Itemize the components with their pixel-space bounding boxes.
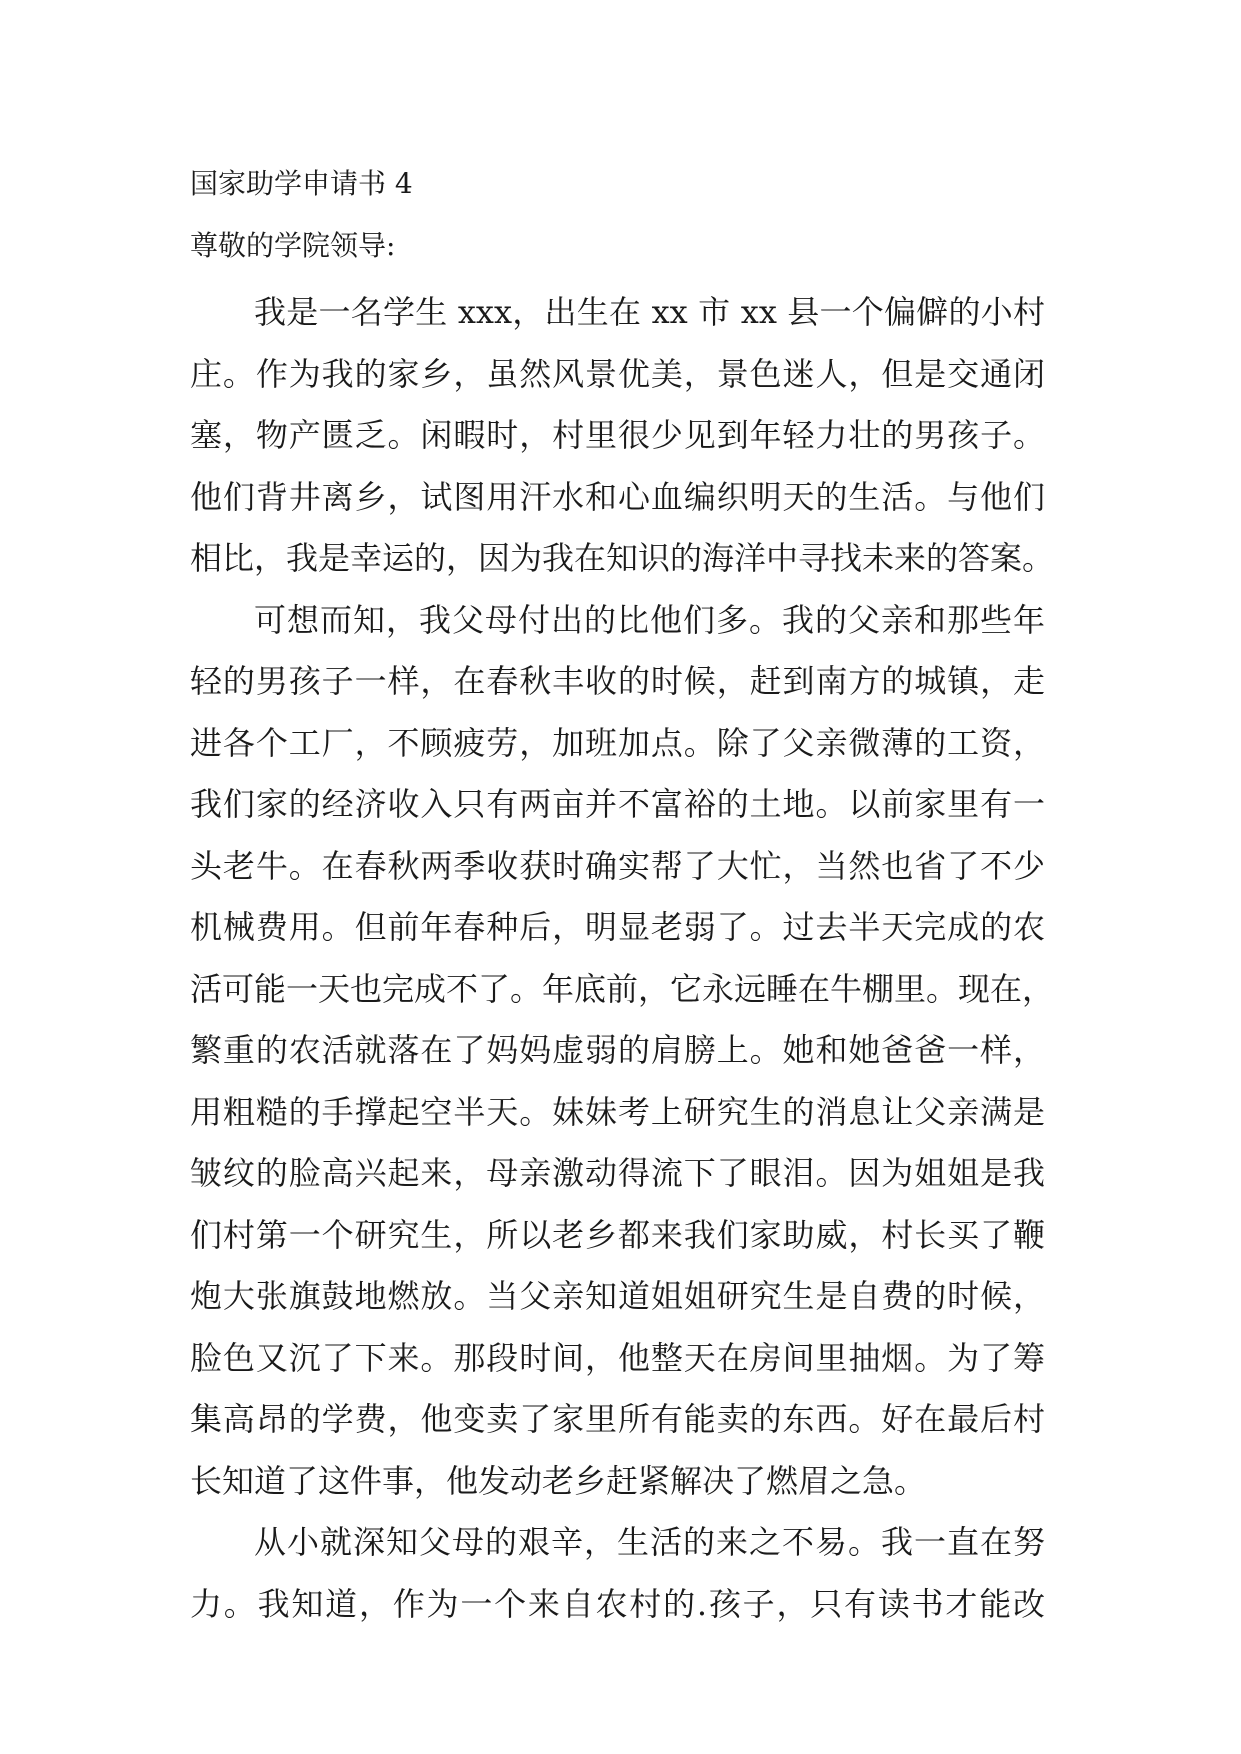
paragraph-line: 头老牛。在春秋两季收获时确实帮了大忙，当然也省了不少 — [190, 846, 1045, 885]
paragraph-line: 他们背井离乡，试图用汗水和心血编织明天的生活。与他们 — [190, 477, 1045, 516]
paragraph-line: 长知道了这件事，他发动老乡赶紧解决了燃眉之急。 — [190, 1461, 927, 1500]
paragraph-line: 皱纹的脸高兴起来，母亲激动得流下了眼泪。因为姐姐是我 — [190, 1154, 1045, 1192]
document-title: 国家助学申请书 4 — [190, 167, 413, 200]
paragraph-line: 我是一名学生 xxx，出生在 xx 市 xx 县一个偏僻的小村 — [254, 293, 1045, 331]
paragraph-line: 用粗糙的手撑起空半天。妹妹考上研究生的消息让父亲满是 — [190, 1092, 1045, 1131]
paragraph-line: 脸色又沉了下来。那段时间，他整天在房间里抽烟。为了筹 — [190, 1338, 1045, 1377]
paragraph-line: 我们家的经济收入只有两亩并不富裕的土地。以前家里有一 — [190, 785, 1045, 823]
paragraph-line: 炮大张旗鼓地燃放。当父亲知道姐姐研究生是自费的时候， — [190, 1277, 1045, 1315]
paragraph-2 — [190, 590, 1055, 1513]
document-body — [190, 162, 1055, 1635]
paragraph-1 — [190, 282, 1055, 590]
paragraph-line: 庄。作为我的家乡，虽然风景优美，景色迷人，但是交通闭 — [190, 354, 1045, 393]
paragraph-line: 塞，物产匮乏。闲暇时，村里很少见到年轻力壮的男孩子。 — [190, 416, 1045, 454]
paragraph-line: 从小就深知父母的艰辛，生活的来之不易。我一直在努 — [254, 1523, 1045, 1561]
paragraph-line: 机械费用。但前年春种后，明显老弱了。过去半天完成的农 — [190, 908, 1045, 946]
paragraph-line: 们村第一个研究生，所以老乡都来我们家助威，村长买了鞭 — [190, 1215, 1045, 1254]
paragraph-line: 进各个工厂，不顾疲劳，加班加点。除了父亲微薄的工资， — [190, 723, 1045, 762]
paragraph-line: 集高昂的学费，他变卖了家里所有能卖的东西。好在最后村 — [190, 1400, 1045, 1438]
paragraph-3 — [190, 1512, 1045, 1635]
paragraph-line: 轻的男孩子一样，在春秋丰收的时候，赶到南方的城镇，走 — [190, 662, 1045, 700]
paragraph-line: 繁重的农活就落在了妈妈虚弱的肩膀上。她和她爸爸一样， — [190, 1031, 1045, 1069]
paragraph-line: 相比，我是幸运的，因为我在知识的海洋中寻找未来的答案。 — [190, 539, 1055, 577]
paragraph-line: 活可能一天也完成不了。年底前，它永远睡在牛棚里。现在， — [190, 969, 1055, 1008]
salutation: 尊敬的学院领导: — [190, 229, 396, 262]
paragraph-line: 力。我知道，作为一个来自农村的.孩子，只有读书才能改 — [190, 1584, 1045, 1623]
paragraph-line: 可想而知，我父母付出的比他们多。我的父亲和那些年 — [254, 600, 1045, 639]
